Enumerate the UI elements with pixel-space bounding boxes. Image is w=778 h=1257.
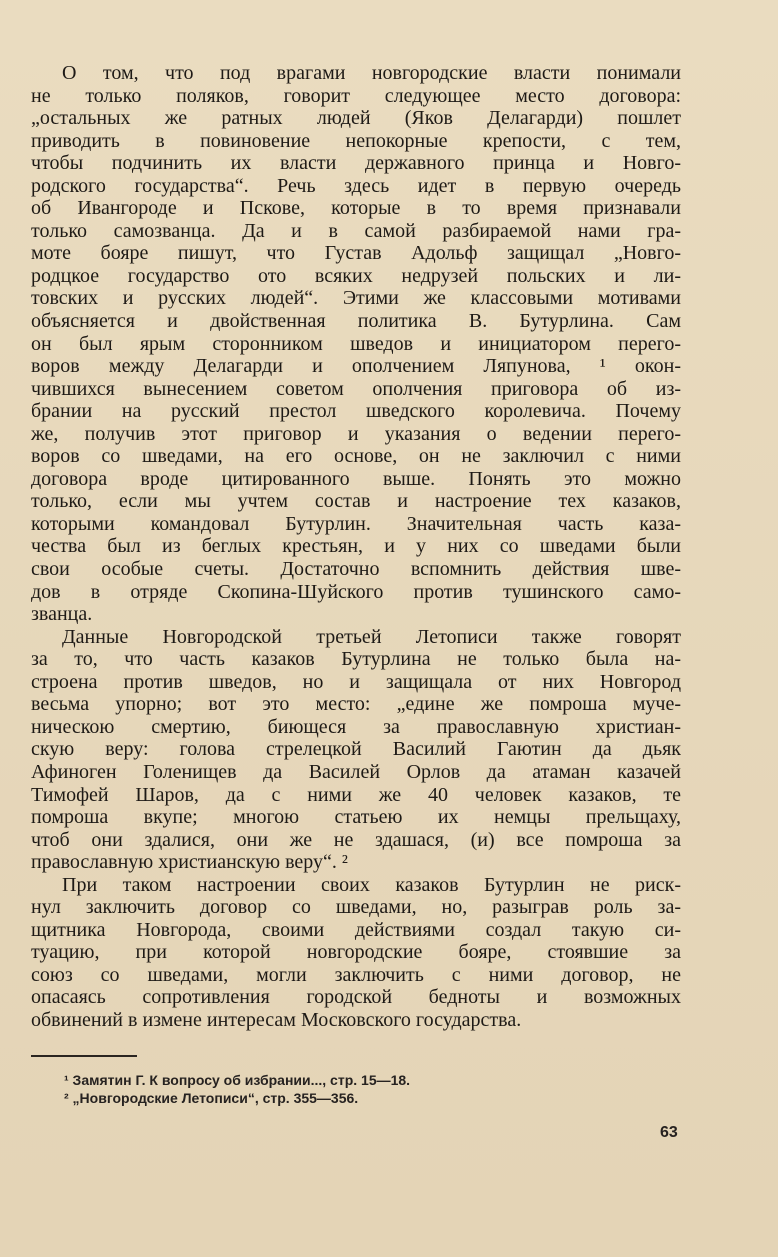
text-line: О том, что под врагами новгородские власти понимали (62, 62, 681, 84)
text-line: нул заключить договор со шведами, но, разыграв роль за- (31, 896, 681, 919)
text-line: ническою смертию, биющеся за православную христиан- (31, 715, 681, 738)
text-line: воров между Делагарди и ополчением Ляпунова, ¹ окон- (31, 355, 681, 378)
footnote-1: ¹ Замятин Г. К вопросу об избрании..., стр. 15—18. (64, 1072, 411, 1088)
text-line: брании на русский престол шведского королевича. Почему (31, 400, 681, 423)
page-number: 63 (660, 1124, 678, 1141)
text-line: чества был из беглых крестьян, и у них со шведами были (31, 535, 681, 558)
text-line: об Ивангороде и Пскове, которые в то время признавали (31, 197, 681, 220)
text-line: которыми командовал Бутурлин. Значительная часть каза- (31, 512, 681, 535)
text-line: объясняется и двойственная политика В. Бутурлина. Сам (31, 310, 681, 333)
text-line: Афиноген Голенищев да Василей Орлов да атаман казачей (31, 760, 681, 783)
text-line: он был ярым сторонником шведов и инициатором перего- (31, 332, 681, 355)
text-line: Данные Новгородской третьей Летописи также говорят (62, 625, 681, 648)
text-line: за то, что часть казаков Бутурлина не только была на- (31, 648, 681, 671)
text-line: туацию, при которой новгородские бояре, стоявшие за (31, 941, 681, 964)
text-line: чтоб они здалися, они же не здашася, (и) все помроша за (31, 828, 681, 851)
footnote-separator (31, 1055, 137, 1057)
text-line: моте бояре пишут, что Густав Адольф защищал „Новго- (31, 242, 681, 265)
text-line: строена против шведов, но и защищала от них Новгород (31, 670, 681, 693)
text-line: только, если мы учтем состав и настроение тех казаков, (31, 490, 681, 513)
text-line: же, получив этот приговор и указания о ведении перего- (31, 422, 681, 445)
text-line: не только поляков, говорит следующее место договора: (31, 84, 681, 107)
text-line: товских и русских людей“. Этими же классовыми мотивами (31, 287, 681, 310)
text-line: православную христианскую веру“. ² (31, 851, 348, 874)
text-line: свои особые счеты. Достаточно вспомнить действия шве- (31, 558, 681, 581)
footnote-2: ² „Новгородские Летописи“, стр. 355—356. (64, 1090, 359, 1106)
text-line: воров со шведами, на его основе, он не заключил с ними (31, 445, 681, 468)
text-line: родского государства“. Речь здесь идет в первую очередь (31, 174, 681, 197)
text-line: помроша вкупе; многою статьею их немцы прельщаху, (31, 806, 681, 829)
text-line: родцкое государство ото всяких недрузей польских и ли- (31, 264, 681, 287)
text-line: скую веру: голова стрелецкой Василий Гаютин да дьяк (31, 738, 681, 761)
text-line: весьма упорно; вот это место: „едине же помроша муче- (31, 693, 681, 716)
body-text (31, 62, 681, 1032)
text-line: Тимофей Шаров, да с ними же 40 человек казаков, те (31, 783, 681, 806)
text-line: При таком настроении своих казаков Бутурлин не риск- (62, 873, 681, 896)
text-line: чившихся вынесением советом ополчения приговора об из- (31, 377, 681, 400)
text-line: договора вроде цитированного выше. Понять это можно (31, 467, 681, 490)
text-line: опасаясь сопротивления городской бедноты и возможных (31, 986, 681, 1009)
text-line: дов в отряде Скопина-Шуйского против тушинского само- (31, 580, 681, 603)
text-line: обвинений в измене интересам Московского государства. (31, 1008, 522, 1031)
text-line: только самозванца. Да и в самой разбираемой нами гра- (31, 219, 681, 242)
text-line: приводить в повиновение непокорные крепости, с тем, (31, 129, 681, 152)
text-line: союз со шведами, могли заключить с ними договор, не (31, 963, 681, 986)
text-line: чтобы подчинить их власти державного принца и Новго- (31, 152, 681, 175)
text-line: званца. (31, 603, 93, 626)
text-line: щитника Новгорода, своими действиями создал такую си- (31, 918, 681, 941)
text-line: „остальных же ратных людей (Яков Делагарди) пошлет (31, 107, 681, 130)
